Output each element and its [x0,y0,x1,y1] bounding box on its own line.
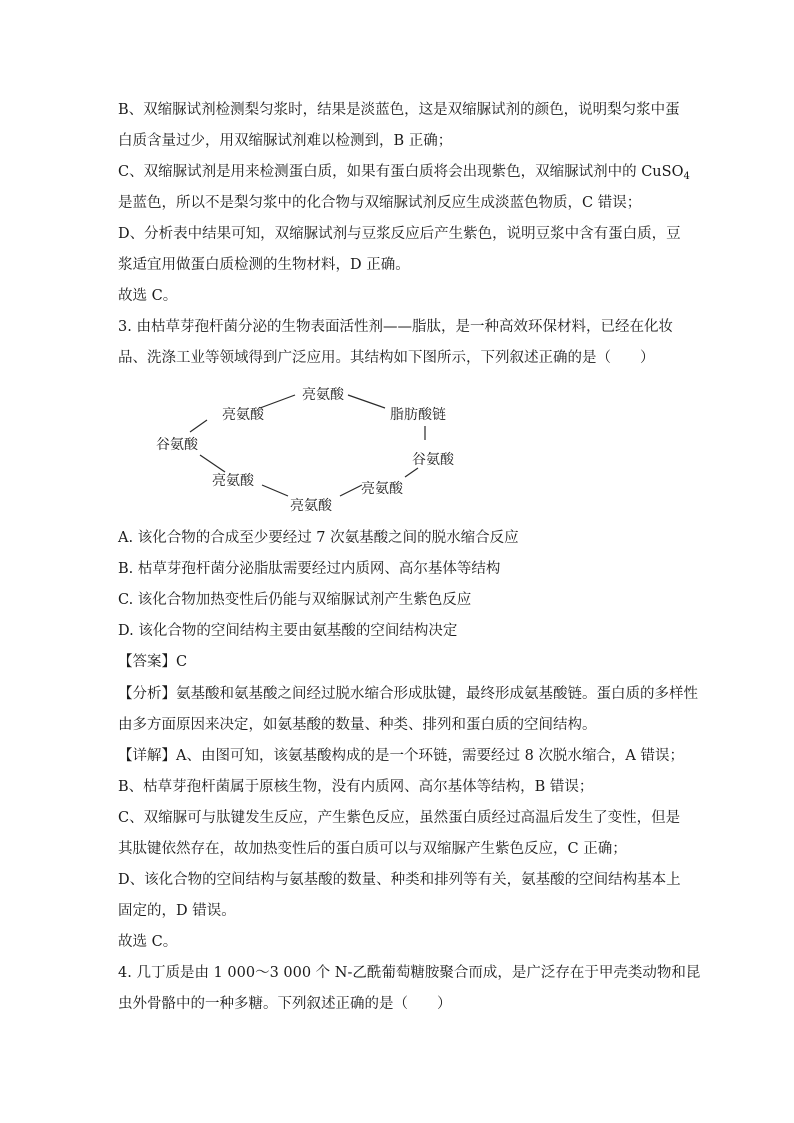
text-line: 白质含量过少，用双缩脲试剂难以检测到，B 正确； [118,133,453,149]
analysis-line: 由多方面原因来决定，如氨基酸的数量、种类、排列和蛋白质的空间结构。 [118,717,597,733]
text-line: D、分析表中结果可知，双缩脲试剂与豆浆反应后产生紫色，说明豆浆中含有蛋白质，豆 [118,226,681,242]
node-glutamate: 谷氨酸 [156,437,198,453]
question-3-stem: 3. 由枯草芽孢杆菌分泌的生物表面活性剂——脂肽，是一种高效环保材料，已经在化妆 [118,319,673,335]
text-line [118,162,690,187]
bond-line [340,485,362,496]
option-c: C. 该化合物加热变性后仍能与双缩脲试剂产生紫色反应 [118,592,472,608]
bond-line [348,395,385,408]
bond-line [260,395,295,408]
analysis-line: 【分析】氨基酸和氨基酸之间经过脱水缩合形成肽键，最终形成氨基酸链。蛋白质的多样性 [118,686,698,702]
node-fatty-acid-chain: 脂肪酸链 [390,407,446,423]
node-leucine: 亮氨酸 [290,498,332,514]
diagram-svg [150,380,470,515]
text-line: B、双缩脲试剂检测梨匀浆时，结果是淡蓝色，这是双缩脲试剂的颜色，说明梨匀浆中蛋 [118,102,680,118]
answer-line: 【答案】C [118,654,188,670]
node-leucine: 亮氨酸 [302,387,344,403]
question-4-stem: 虫外骨骼中的一种多糖。下列叙述正确的是（ ） [118,996,452,1012]
explanation-line: 【详解】A、由图可知，该氨基酸构成的是一个环链，需要经过 8 次脱水缩合，A 错误； [118,748,684,764]
bond-line [405,468,418,477]
option-d: D. 该化合物的空间结构主要由氨基酸的空间结构决定 [118,623,458,639]
node-leucine: 亮氨酸 [212,473,254,489]
node-leucine: 亮氨酸 [361,481,403,497]
option-a: A. 该化合物的合成至少要经过 7 次氨基酸之间的脱水缩合反应 [118,530,519,546]
text-segment: C、双缩脲试剂是用来检测蛋白质，如果有蛋白质将会出现紫色，双缩脲试剂中的 CuSO [118,164,684,180]
bond-line [200,455,225,472]
node-leucine: 亮氨酸 [222,407,264,423]
question-4-stem: 4. 几丁质是由 1 000～3 000 个 N-乙酰葡萄糖胺聚合而成，是广泛存在于甲壳类动物和昆 [118,965,701,981]
explanation-line: 固定的，D 错误。 [118,903,236,919]
bond-line [190,420,207,432]
explanation-line: D、该化合物的空间结构与氨基酸的数量、种类和排列等有关，氨基酸的空间结构基本上 [118,872,681,888]
text-line: 是蓝色，所以不是梨匀浆中的化合物与双缩脲试剂反应生成淡蓝色物质，C 错误； [118,195,642,211]
subscript: 4 [683,171,690,182]
explanation-line: 故选 C。 [118,934,178,950]
text-line: 故选 C。 [118,288,178,304]
text-line: 浆适宜用做蛋白质检测的生物材料，D 正确。 [118,257,410,273]
explanation-line: 其肽键依然存在，故加热变性后的蛋白质可以与双缩脲产生紫色反应，C 正确； [118,841,627,857]
node-glutamate: 谷氨酸 [412,452,454,468]
explanation-line: B、枯草芽孢杆菌属于原核生物，没有内质网、高尔基体等结构，B 错误； [118,779,594,795]
question-3-stem: 品、洗涤工业等领域得到广泛应用。其结构如下图所示，下列叙述正确的是（ ） [118,350,655,366]
explanation-line: C、双缩脲可与肽键发生反应，产生紫色反应，虽然蛋白质经过高温后发生了变性，但是 [118,810,681,826]
bond-line [262,485,288,496]
lipopeptide-structure-diagram [150,380,470,515]
option-b: B. 枯草芽孢杆菌分泌脂肽需要经过内质网、高尔基体等结构 [118,561,501,577]
